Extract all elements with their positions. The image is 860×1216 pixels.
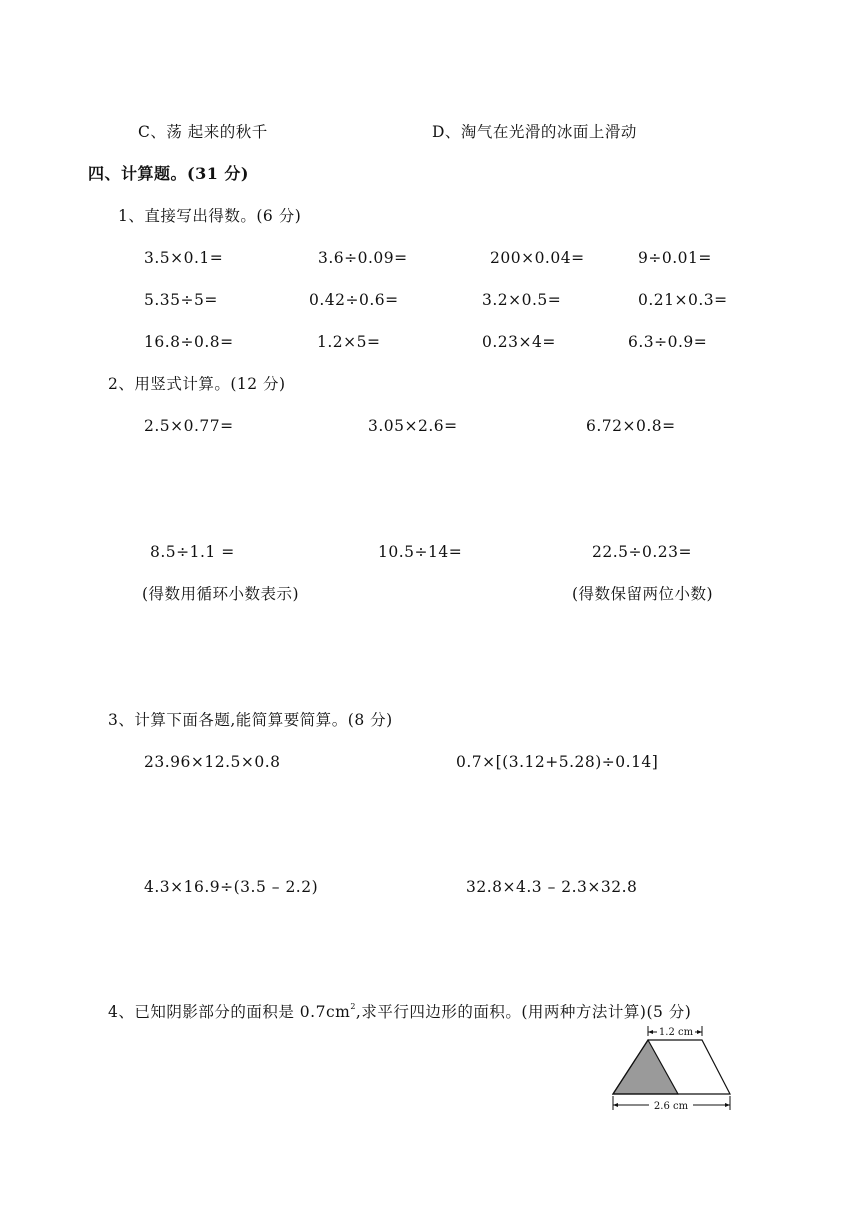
top-dimension-label: 1.2 cm	[658, 1027, 694, 1038]
q4-title-post: ,求平行四边形的面积。(用两种方法计算)(5 分)	[355, 1003, 692, 1021]
shaded-triangle	[613, 1040, 678, 1094]
q1-item: 3.6÷0.09=	[318, 249, 408, 267]
q1-item: 5.35÷5=	[144, 291, 218, 309]
q1-item: 0.21×0.3=	[638, 291, 728, 309]
bottom-arrow-left	[613, 1103, 618, 1107]
bottom-dimension-label: 2.6 cm	[653, 1101, 689, 1112]
q2-note-right: (得数保留两位小数)	[572, 585, 714, 603]
q3-title: 3、计算下面各题,能简算要简算。(8 分)	[108, 711, 393, 729]
section-heading: 四、计算题。(31 分)	[88, 164, 249, 183]
q3-item: 0.7×[(3.12+5.28)÷0.14]	[456, 753, 659, 771]
q1-title: 1、直接写出得数。(6 分)	[118, 207, 302, 225]
q2-item: 3.05×2.6=	[368, 417, 458, 435]
q2-item: 2.5×0.77=	[144, 417, 234, 435]
q1-item: 200×0.04=	[490, 249, 585, 267]
q2-item: 10.5÷14=	[378, 543, 463, 561]
q4-title-pre: 4、已知阴影部分的面积是 0.7cm	[108, 1003, 351, 1021]
q3-item: 23.96×12.5×0.8	[144, 753, 281, 771]
q2-item: 6.72×0.8=	[586, 417, 676, 435]
top-arrow-left	[648, 1030, 653, 1034]
choice-c: C、荡 起来的秋千	[138, 123, 268, 141]
top-arrow-right	[697, 1030, 702, 1034]
q4-title-sup: 2	[350, 1002, 356, 1011]
q2-title: 2、用竖式计算。(12 分)	[108, 375, 286, 393]
choice-d: D、淘气在光滑的冰面上滑动	[432, 123, 637, 141]
q1-item: 1.2×5=	[317, 333, 381, 351]
q4-title	[108, 1002, 691, 1022]
q1-item: 0.23×4=	[482, 333, 556, 351]
q1-item: 6.3÷0.9=	[628, 333, 708, 351]
q1-item: 3.5×0.1=	[144, 249, 224, 267]
q2-item: 8.5÷1.1 =	[150, 543, 235, 561]
q1-item: 0.42÷0.6=	[309, 291, 399, 309]
q2-note-left: (得数用循环小数表示)	[142, 585, 300, 603]
q3-item: 32.8×4.3 – 2.3×32.8	[466, 878, 638, 896]
bottom-arrow-right	[725, 1103, 730, 1107]
q1-item: 3.2×0.5=	[482, 291, 562, 309]
q2-item: 22.5÷0.23=	[592, 543, 692, 561]
q1-item: 16.8÷0.8=	[144, 333, 234, 351]
parallelogram-figure	[608, 1024, 738, 1114]
q3-item: 4.3×16.9÷(3.5 – 2.2)	[144, 878, 319, 896]
q1-item: 9÷0.01=	[638, 249, 712, 267]
